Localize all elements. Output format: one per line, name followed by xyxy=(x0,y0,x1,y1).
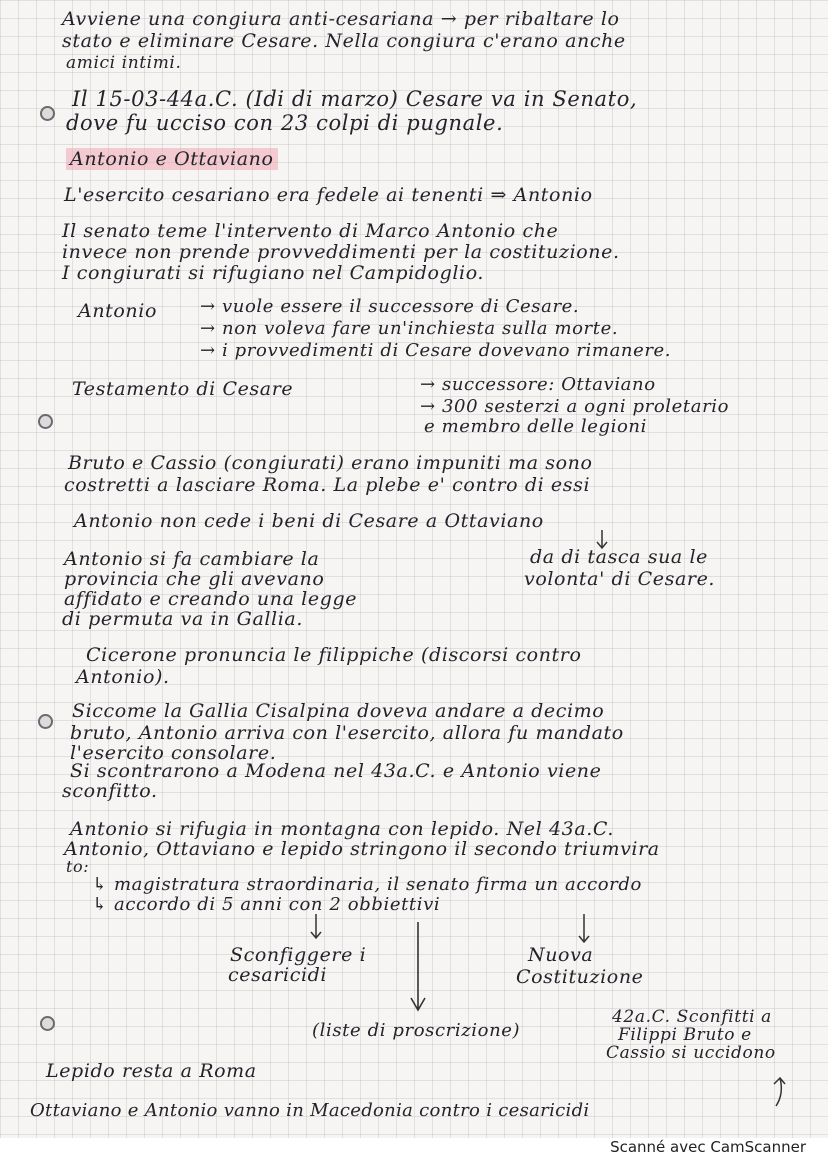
note-line: Lepido resta a Roma xyxy=(46,1060,257,1082)
bullet-icon xyxy=(40,1016,55,1031)
bullet-icon xyxy=(38,414,53,429)
antonio-label: Antonio xyxy=(78,300,157,322)
note-line: Si scontrarono a Modena nel 43a.C. e Antonio viene xyxy=(70,760,602,782)
note-line: Avviene una congiura anti-cesariana → per ribaltare lo xyxy=(62,8,620,30)
arrow-down-icon xyxy=(406,920,430,1016)
arrow-up-icon xyxy=(770,1074,790,1108)
note-line: → non voleva fare un'inchiesta sulla morte. xyxy=(200,318,619,339)
note-line: invece non prende provveddimenti per la costituzione. xyxy=(62,241,620,263)
bullet-icon xyxy=(38,714,53,729)
note-line: → i provvedimenti di Cesare dovevano rimanere. xyxy=(200,340,672,361)
note-line: di permuta va in Gallia. xyxy=(62,608,303,630)
objective-2: Nuova xyxy=(528,944,594,966)
note-line: l'esercito consolare. xyxy=(70,742,277,764)
note-line: sconfitto. xyxy=(62,780,158,802)
note-line: Cassio si uccidono xyxy=(606,1043,776,1063)
note-line: volonta' di Cesare. xyxy=(524,568,716,590)
note-line: Antonio non cede i beni di Cesare a Ottaviano xyxy=(74,510,544,532)
bullet-icon xyxy=(40,106,55,121)
note-line: Il senato teme l'intervento di Marco Antonio che xyxy=(62,220,559,242)
note-line: costretti a lasciare Roma. La plebe e' contro di essi xyxy=(64,474,591,496)
scanner-watermark: Scanné avec CamScanner xyxy=(610,1138,806,1156)
objective-1: Sconfiggere i xyxy=(230,944,367,966)
testamento-label: Testamento di Cesare xyxy=(72,378,294,400)
note-line: stato e eliminare Cesare. Nella congiura c'erano anche xyxy=(62,30,626,52)
section-title: Antonio e Ottaviano xyxy=(66,148,278,170)
note-line: → vuole essere il successore di Cesare. xyxy=(200,296,580,317)
note-line: Siccome la Gallia Cisalpina doveva andare a decimo xyxy=(72,700,605,722)
note-line: Ottaviano e Antonio vanno in Macedonia contro i cesaricidi xyxy=(30,1100,590,1121)
note-line: Il 15-03-44a.C. (Idi di marzo) Cesare va in Senato, xyxy=(72,87,638,111)
note-line: Antonio). xyxy=(76,666,170,688)
note-line: e membro delle legioni xyxy=(424,416,647,437)
note-line: → successore: Ottaviano xyxy=(420,374,656,395)
note-line: Bruto e Cassio (congiurati) erano impuniti ma sono xyxy=(68,452,593,474)
arrow-down-icon xyxy=(574,912,594,946)
note-line: Cicerone pronuncia le filippiche (discorsi contro xyxy=(86,644,582,666)
note-line: affidato e creando una legge xyxy=(64,588,358,610)
note-line: (liste di proscrizione) xyxy=(312,1020,521,1041)
note-line: to: xyxy=(66,857,90,876)
note-line: da di tasca sua le xyxy=(530,546,709,568)
note-line: dove fu ucciso con 23 colpi di pugnale. xyxy=(66,111,504,135)
note-line: I congiurati si rifugiano nel Campidoglio. xyxy=(62,262,485,284)
note-line: Antonio, Ottaviano e lepido stringono il secondo triumvira xyxy=(64,838,660,860)
note-line: 42a.C. Sconfitti a xyxy=(612,1007,772,1027)
note-line: → 300 sesterzi a ogni proletario xyxy=(420,396,730,417)
arrow-down-icon xyxy=(306,912,326,942)
note-line: L'esercito cesariano era fedele ai tenenti ⇒ Antonio xyxy=(64,184,593,206)
note-line: ↳ accordo di 5 anni con 2 obbiettivi xyxy=(92,894,441,915)
note-line: Filippi Bruto e xyxy=(618,1025,752,1045)
note-line: provincia che gli avevano xyxy=(64,568,325,590)
objective-1: cesaricidi xyxy=(228,964,328,986)
note-line: bruto, Antonio arriva con l'esercito, allora fu mandato xyxy=(70,722,624,744)
note-line: ↳ magistratura straordinaria, il senato firma un accordo xyxy=(92,874,642,895)
note-line: amici intimi. xyxy=(66,53,182,73)
note-line: Antonio si fa cambiare la xyxy=(64,548,320,570)
note-line: Antonio si rifugia in montagna con lepido. Nel 43a.C. xyxy=(70,818,614,840)
objective-2: Costituzione xyxy=(516,966,644,988)
